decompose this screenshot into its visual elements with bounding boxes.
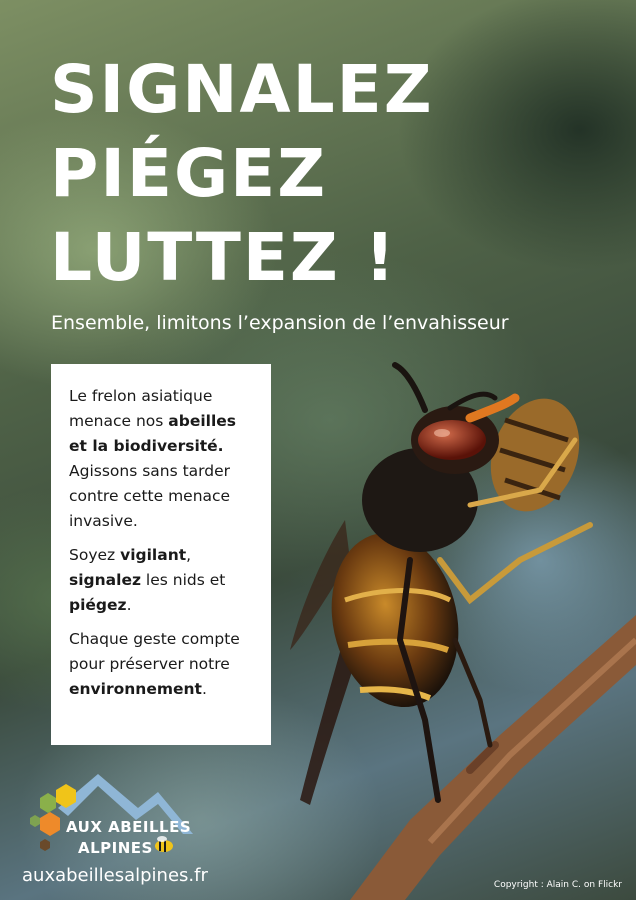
text-span: , [186, 546, 192, 564]
bold-text: abeilles et la biodiversité. [69, 412, 237, 455]
headline [50, 48, 434, 300]
text-span: . [201, 680, 207, 698]
text-span: . [126, 596, 132, 614]
text-span: Le frelon asiatique menace nos [69, 387, 213, 430]
bold-text: piégez [69, 596, 127, 614]
headline-line-2: PIÉGEZ [50, 135, 328, 212]
bold-text: vigilant [120, 546, 187, 564]
headline-line-3: LUTTEZ ! [50, 219, 397, 296]
text-span: Chaque geste compte pour préserver notre [69, 630, 240, 673]
logo-name-line-2: ALPINES [78, 839, 153, 857]
logo [18, 768, 208, 864]
paragraph-1 [69, 384, 257, 534]
paragraph-3 [69, 627, 257, 702]
photo-credit: Copyright : Alain C. on Flickr [493, 880, 622, 890]
hex-green [40, 793, 56, 813]
paragraph-2 [69, 543, 257, 618]
info-box [51, 364, 271, 745]
bee-icon [155, 836, 173, 852]
bold-text: signalez [69, 571, 141, 589]
bold-text: environnement [69, 680, 202, 698]
logo-name-line-1: AUX ABEILLES [66, 818, 192, 836]
hornet-eye [418, 420, 486, 460]
hex-orange [40, 812, 60, 836]
text-span: les nids et [140, 571, 226, 589]
text-span: Agissons sans tarder contre cette menace invasive. [69, 462, 231, 530]
subtitle: Ensemble, limitons l’expansion de l’envahisseur [51, 312, 509, 334]
text-span: Soyez [69, 546, 121, 564]
hex-dark [40, 839, 50, 851]
hex-small [30, 815, 40, 827]
headline-line-1: SIGNALEZ [50, 51, 434, 128]
website-url: auxabeillesalpines.fr [22, 865, 208, 886]
